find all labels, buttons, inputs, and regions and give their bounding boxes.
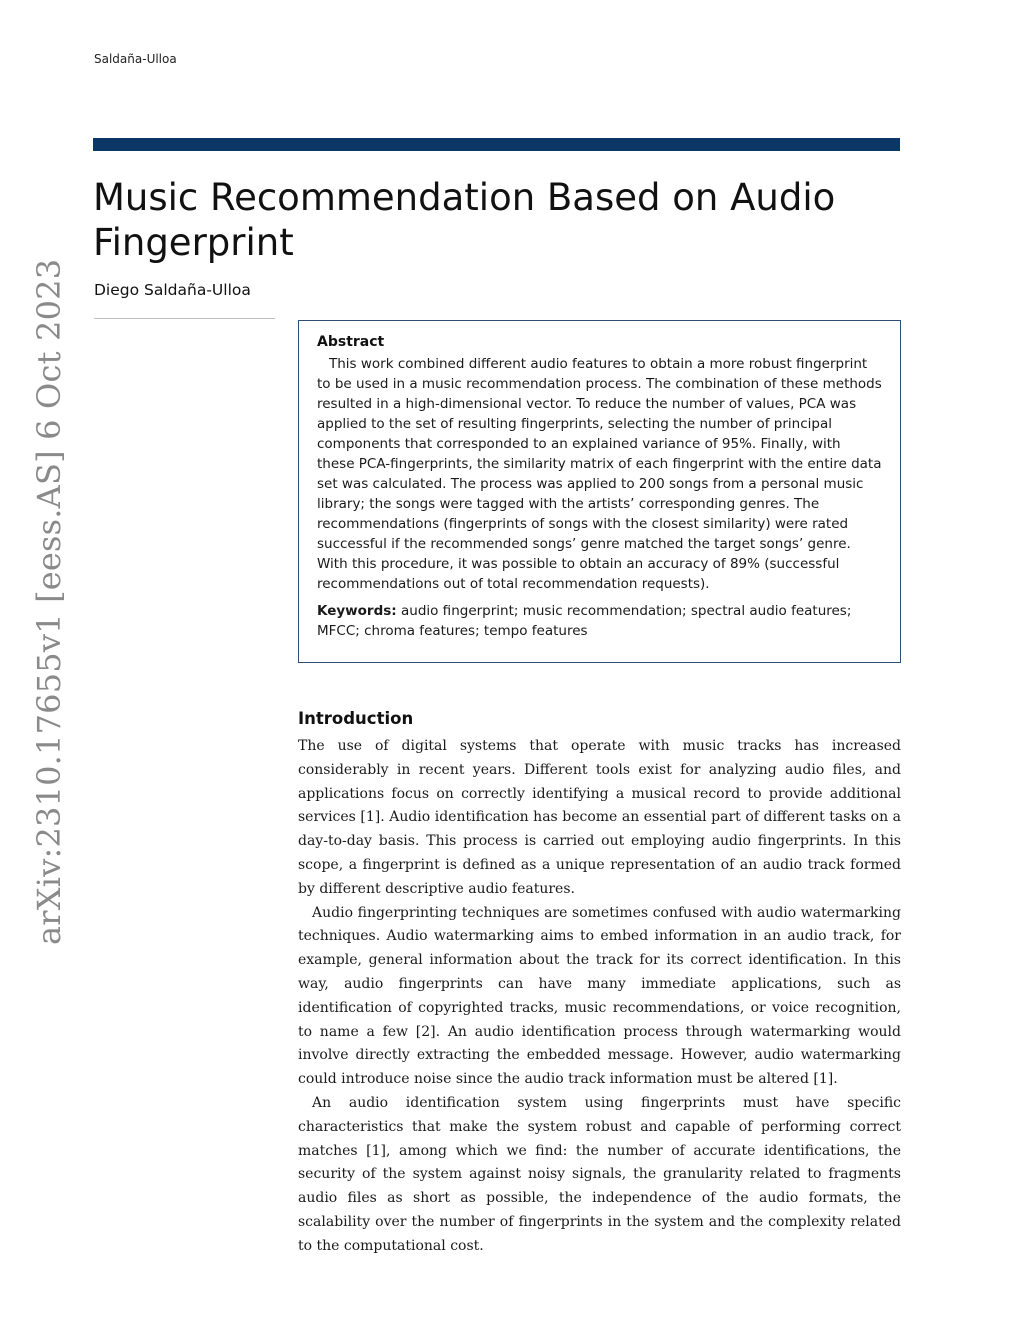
section-heading-introduction: Introduction [298, 709, 414, 728]
keywords-label: Keywords: [317, 603, 397, 619]
abstract-box [298, 320, 901, 663]
body-paragraph: The use of digital systems that operate with music tracks has increased considerably in recent years. Different tools exist for analyzing audio files, and applications focus on correctly identifying a musical record to provide additional services [1]. Audio identification has become an essential part of different tasks on a day-to-day basis. This process is carried out employing audio fingerprints. In this scope, a fingerprint is defined as a unique representation of an audio track formed by different descriptive audio features. [298, 738, 901, 897]
title-rule [93, 138, 900, 151]
keywords [317, 601, 882, 641]
keywords-list: audio fingerprint; music recommendation; spectral audio features; MFCC; chroma features; tempo features [317, 603, 852, 639]
arxiv-stamp: arXiv:2310.17655v1 [eess.AS] 6 Oct 2023 [30, 258, 68, 945]
author-name: Diego Saldaña-Ulloa [94, 281, 251, 299]
introduction-body [298, 735, 901, 1259]
abstract-text: This work combined different audio features to obtain a more robust fingerprint to be used in a music recommendation process. The combination of these methods resulted in a high-dimensional vector. To reduce the number of values, PCA was applied to the set of resulting fingerprints, selecting the number of principal components that corresponded to an explained variance of 95%. Finally, with these PCA-fingerprints, the similarity matrix of each fingerprint with the entire data set was calculated. The process was applied to 200 songs from a personal music library; the songs were tagged with the artists’ corresponding genres. The recommendations (fingerprints of songs with the closest similarity) were rated successful if the recommended songs’ genre matched the target songs’ genre. With this procedure, it was possible to obtain an accuracy of 89% (successful recommendations out of total recommendation requests). [317, 356, 882, 592]
running-head: Saldaña-Ulloa [94, 52, 177, 66]
abstract-heading: Abstract [317, 334, 385, 350]
body-paragraph: Audio fingerprinting techniques are sometimes confused with audio watermarking techniques. Audio watermarking aims to embed information in an audio track, for example, general information about the track for its correct identification. In this way, audio fingerprints can have many immediate applications, such as identification of copyrighted tracks, music recommendations, or voice recognition, to name a few [2]. An audio identification process through watermarking would involve directly extracting the embedded message. However, audio watermarking could introduce noise since the audio track information must be altered [1]. [298, 904, 901, 1088]
paper-title: Music Recommendation Based on Audio Fingerprint [93, 176, 836, 264]
author-divider [94, 318, 275, 319]
body-paragraph: An audio identification system using fingerprints must have specific characteristics that make the system robust and capable of performing correct matches [1], among which we find: the number of accurate identifications, the security of the system against noisy signals, the granularity related to fragments audio files as short as possible, the independence of the audio formats, the scalability over the number of fingerprints in the system and the complexity related to the computational cost. [298, 1094, 901, 1254]
